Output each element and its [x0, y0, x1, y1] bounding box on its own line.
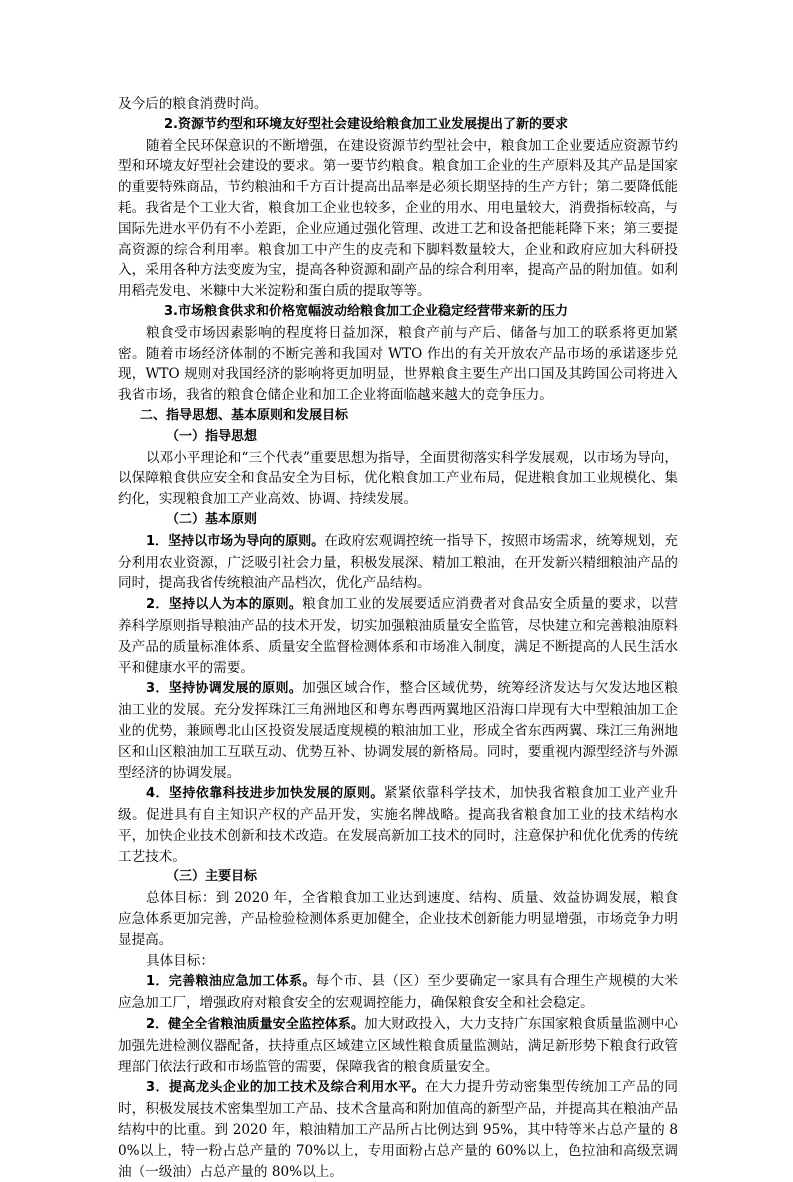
overall-goal-paragraph: 总体目标：到 2020 年，全省粮食加工业达到速度、结构、质量、效益协调发展，粮食应急体系更加完善，产品检验检测体系更加健全，企业技术创新能力明显增强，市场竞争力明显提高。 — [118, 890, 678, 948]
principle-lead: 1．坚持以市场为导向的原则。 — [146, 533, 325, 549]
principle-item — [118, 783, 678, 867]
principle-text: 在政府宏观调控统一指导下，按照市场需求，统筹规划，充分利用农业资源，广泛吸引社会力量，积极发展深、精加工粮油，在开发新兴精细粮油产品的同时，提高我省传统粮油产品档次，优化产品结构。 — [118, 532, 679, 592]
main-goals-heading: （三）主要目标 — [166, 869, 258, 885]
principle-lead: 2．坚持以人为本的原则。 — [146, 597, 303, 613]
basic-principles-heading: （二）基本原则 — [166, 511, 258, 527]
principle-text: 紧紧依靠科学技术，加快我省粮食加工业产业升级。促进具有自主知识产权的产品开发，实施名牌战略。提高我省粮食加工业的技术结构水平，加快企业技术创新和技术改造。在发展高新加工技术的同时，注意保护和优化优秀的传统工艺技术。 — [118, 785, 679, 865]
goal-item — [118, 971, 678, 1014]
goal-text: 每个市、县（区）至少要确定一家具有合理生产规模的大米应急加工厂，增强政府对粮食安全的宏观调控能力，确保粮食安全和社会稳定。 — [118, 973, 678, 1012]
section-3-body: 粮食受市场因素影响的程度将日益加深，粮食产前与产后、储备与加工的联系将更加紧密。随着市场经济体制的不断完善和我国对 WTO 作出的有关开放农产品市场的承诺逐步兑现，WTO 规则对我国经济的影响将更加明显，世界粮食主要生产出口国及其跨国公司将进入我省市场，我省的粮食仓储企业和加工企业将面临越来越大的竞争压力。 — [118, 324, 678, 404]
principle-lead: 3．坚持协调发展的原则。 — [146, 681, 303, 697]
principle-lead: 4．坚持依靠科技进步加快发展的原则。 — [146, 786, 384, 802]
goal-lead: 2．健全全省粮油质量安全监控体系。 — [146, 1017, 365, 1033]
continuation-line: 及今后的粮食消费时尚。 — [118, 96, 268, 112]
section-2-heading: 2.资源节约型和环境友好型社会建设给粮食加工业发展提出了新的要求 — [164, 116, 568, 132]
goal-text: 加大财政投入，大力支持广东国家粮食质量监测中心加强先进检测仪器配备，扶持重点区域建立区域性粮食质量监测站，满足新形势下粮食行政管理部门依法行政和市场监管的需要，保障我省的粮食质量安全。 — [118, 1016, 678, 1075]
principle-item — [118, 594, 678, 678]
principle-item — [118, 531, 678, 594]
section-3-heading: 3.市场粮食供求和价格宽幅波动给粮食加工企业稳定经营带来新的压力 — [164, 303, 568, 319]
goal-lead: 3．提高龙头企业的加工技术及综合利用水平。 — [146, 1080, 426, 1096]
guiding-ideology-body: 以邓小平理论和“三个代表”重要思想为指导，全面贯彻落实科学发展观，以市场为导向，以保障粮食供应安全和食品安全为目标，优化粮食加工产业布局，促进粮食加工业规模化、集约化，实现粮食加工产业高效、协调、持续发展。 — [118, 449, 678, 508]
goal-lead: 1．完善粮油应急加工体系。 — [146, 974, 316, 990]
principle-text: 加强区域合作，整合区域优势，统筹经济发达与欠发达地区粮油工业的发展。充分发挥珠江三角洲地区和粤东粤西两翼地区沿海口岸现有大中型粮油加工企业的优势，兼顾粤北山区投资发展适度规模的粮油加工业，形成全省东西两翼、珠江三角洲地区和山区粮油加工互联互动、优势互补、协调发展的新格局。同时，要重视内源型经济与外源型经济的协调发展。 — [118, 680, 679, 781]
text-column — [118, 94, 678, 1182]
goal-item — [118, 1077, 678, 1182]
principle-item — [118, 678, 678, 783]
goal-text: 在大力提升劳动密集型传统加工产品的同时，积极发展技术密集型加工产品、技术含量高和附加值高的新型产品，并提高其在粮油产品结构中的比重。到 2020 年，粮油精加工产品所占比例达到 95%，其中特等米占总产量的 80%以上，特一粉占总产量的 70%以上，专用面粉占总产量的 60%以上，色拉油和高级烹调油（一级油）占总产量的 80%以上。 — [118, 1079, 678, 1180]
goal-item — [118, 1014, 678, 1077]
part-2-heading: 二、指导思想、基本原则和发展目标 — [140, 407, 349, 423]
section-2-body: 随着全民环保意识的不断增强，在建设资源节约型社会中，粮食加工企业要适应资源节约型和环境友好型社会建设的要求。第一要节约粮食。粮食加工企业的生产原料及其产品是国家的重要特殊商品，节约粮油和千方百计提高出品率是必须长期坚持的生产方针；第二要降低能耗。我省是个工业大省，粮食加工企业也较多，企业的用水、用电量较大，消费指标较高，与国际先进水平仍有不小差距，企业应通过强化管理、改进工艺和设备把能耗降下来；第三要提高资源的综合利用率。粮食加工中产生的皮壳和下脚料数量较大，企业和政府应加大科研投入，采用各种方法变废为宝，提高各种资源和副产品的综合利用率，提高产品的附加值。如利用稻壳发电、米糠中大米淀粉和蛋白质的提取等等。 — [118, 137, 678, 300]
guiding-ideology-heading: （一）指导思想 — [166, 428, 258, 444]
principle-text: 粮食加工业的发展要适应消费者对食品安全质量的要求，以营养科学原则指导粮油产品的技术开发，切实加强粮油质量安全监管，尽快建立和完善粮油原料及产品的质量标准体系、质量安全监督检测体系和市场准入制度，满足不断提高的人民生活水平和健康水平的需要。 — [118, 596, 679, 676]
specific-goals-label: 具体目标： — [146, 952, 214, 969]
